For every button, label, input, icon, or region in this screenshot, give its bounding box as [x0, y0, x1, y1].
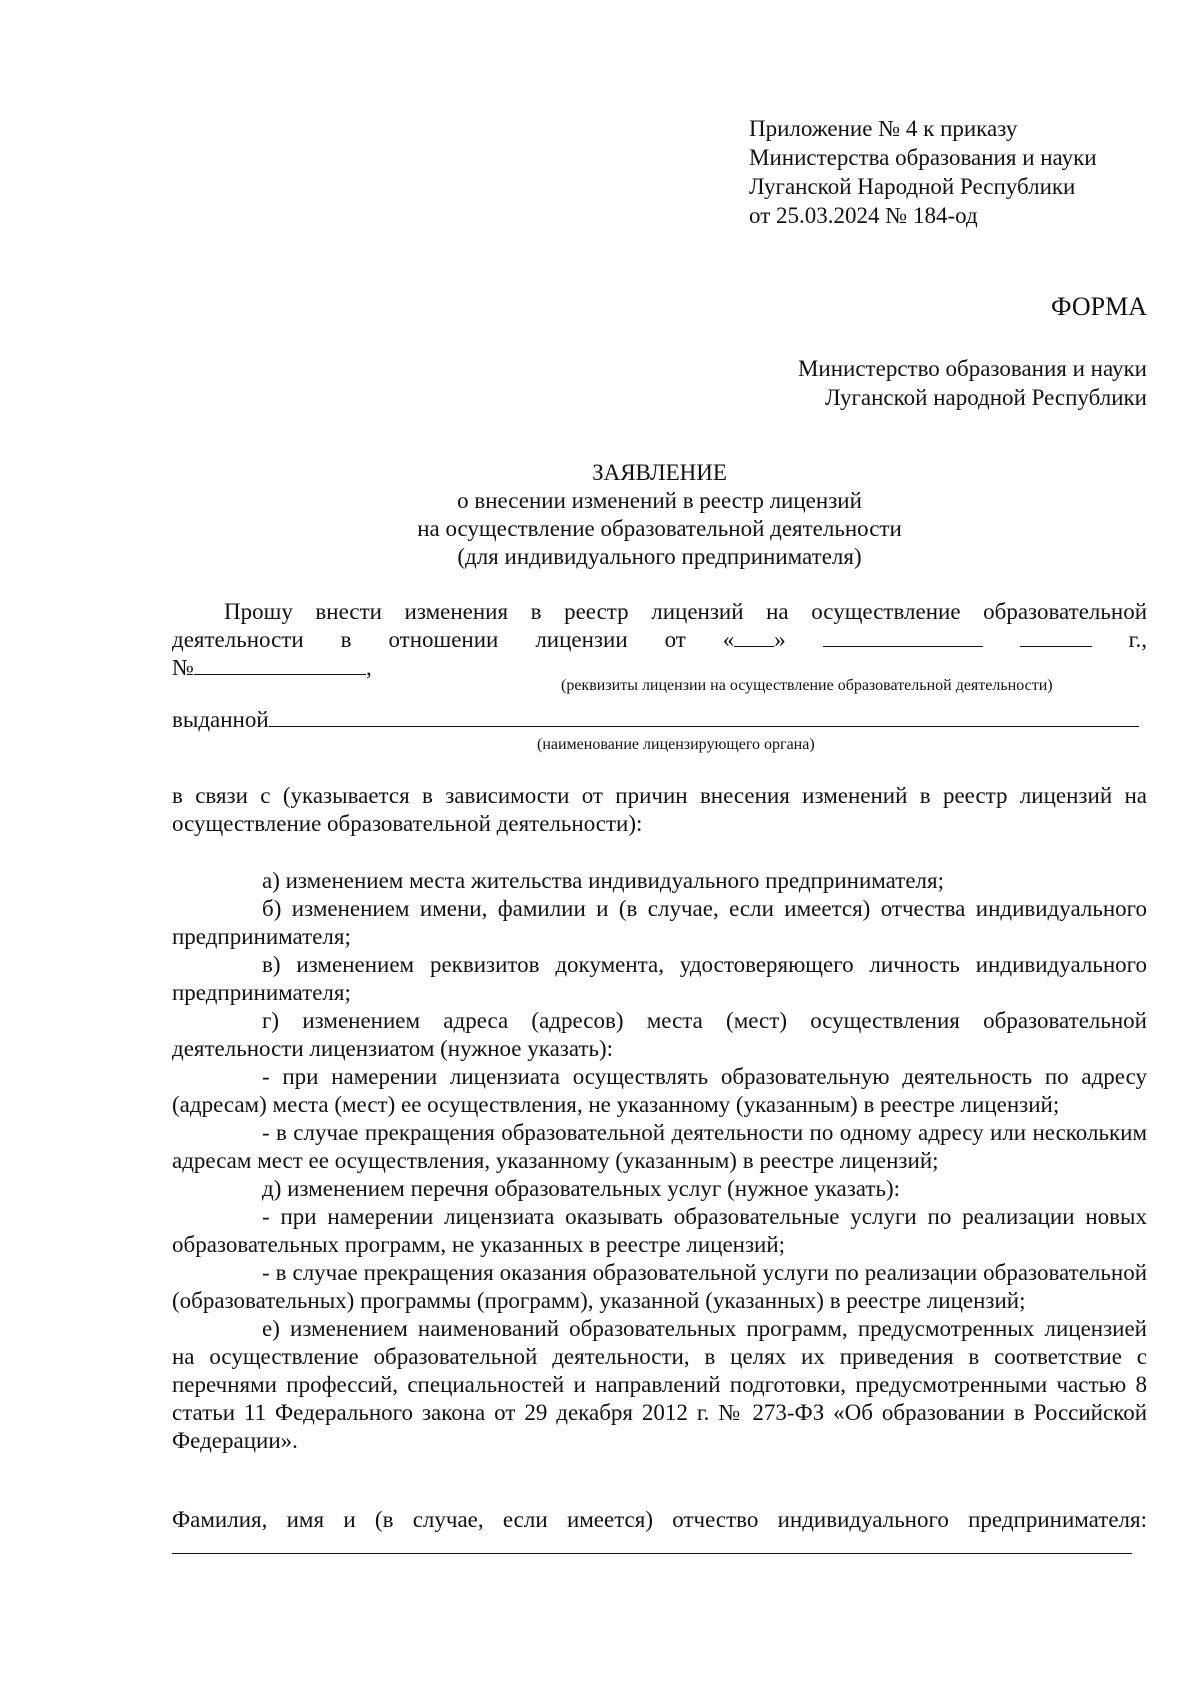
number-sign: № — [172, 655, 194, 680]
item-g-sub-1: - при намерении лицензиата осуществлять образовательную деятельность по адресу (адресам) места (мест) ее осуществления, не указанному (указанным) в реестре лицензий; — [172, 1064, 1147, 1117]
word-from: от — [664, 627, 686, 652]
year-suffix: г., — [1128, 627, 1147, 652]
item-e: е) изменением наименований образовательных программ, предусмотренных лицензией на осуществление образовательной деятельности, в целях их приведения в соответствие с перечнями профессий, специальностей и направлений подготовки, предусмотренными частью 8 статьи 11 Федерального закона от 29 декабря 2012 г. № 273-ФЗ «Об образовании в Российской Федерации». — [172, 1316, 1147, 1453]
item-b: б) изменением имени, фамилии и (в случае, если имеется) отчества индивидуального предпринимателя; — [172, 896, 1147, 949]
word-relation: отношении — [388, 627, 499, 652]
annex-block — [749, 114, 1097, 230]
annex-line-1: Приложение № 4 к приказу — [749, 116, 1018, 141]
caption-authority: (наименование лицензирующего органа) — [537, 736, 815, 753]
title-line-2: на осуществление образовательной деятельности — [417, 516, 902, 541]
addressee-line-1: Министерство образования и науки — [797, 356, 1147, 381]
item-g-sub-2: - в случае прекращения образовательной деятельности по одному адресу или нескольким адресам мест ее осуществления, указанному (указанным) в реестре лицензий; — [172, 1120, 1147, 1173]
quote-close: » — [774, 627, 786, 652]
title-line-1: о внесении изменений в реестр лицензий — [457, 488, 862, 513]
annex-line-3: Луганской Народной Республики — [749, 174, 1076, 199]
issuing-authority-blank[interactable] — [269, 706, 1139, 727]
request-line-1: Прошу внести изменения в реестр лицензий на осуществление образовательной — [224, 599, 1147, 624]
reasons-list — [172, 867, 1147, 1455]
date-day-field[interactable] — [723, 626, 786, 654]
issued-label: выданной — [172, 707, 269, 732]
document-title — [172, 459, 1147, 571]
item-d-sub-1: - при намерении лицензиата оказывать образовательные услуги по реализации новых образовательных программ, не указанных в реестре лицензий; — [172, 1204, 1147, 1257]
title-line-3: (для индивидуального предпринимателя) — [457, 544, 862, 569]
year-blank[interactable] — [1020, 626, 1092, 647]
item-d: д) изменением перечня образовательных услуг (нужное указать): — [262, 1176, 901, 1201]
title-heading: ЗАЯВЛЕНИЕ — [592, 460, 727, 485]
addressee-line-2: Луганской народной Республики — [824, 385, 1147, 410]
number-comma: , — [365, 655, 372, 680]
request-paragraph — [172, 598, 1147, 682]
month-blank[interactable] — [823, 626, 983, 647]
addressee-block — [798, 354, 1147, 412]
item-v: в) изменением реквизитов документа, удостоверяющего личность индивидуального предпринимателя; — [172, 952, 1147, 1005]
item-d-sub-2: - в случае прекращения оказания образовательной услуги по реализации образовательной (образовательных) программы (программ), указанной (указанных) в реестре лицензий; — [172, 1260, 1147, 1313]
word-in: в — [340, 627, 352, 652]
reason-intro: в связи с (указывается в зависимости от причин внесения изменений в реестр лицензий на осуществление образовательной деятельности): — [172, 783, 1147, 836]
word-license: лицензии — [535, 627, 628, 652]
day-blank[interactable] — [734, 626, 774, 647]
annex-line-2: Министерства образования и науки — [749, 145, 1097, 170]
item-g: г) изменением адреса (адресов) места (мест) осуществления образовательной деятельности лицензиатом (нужное указать): — [172, 1008, 1147, 1061]
item-a: а) изменением места жительства индивидуального предпринимателя; — [262, 868, 944, 893]
issued-line — [172, 706, 1147, 734]
word-activity: деятельности — [172, 627, 304, 652]
caption-requisites: (реквизиты лицензии на осуществление образовательной деятельности) — [561, 677, 1053, 694]
fio-input-line[interactable] — [172, 1553, 1132, 1554]
annex-line-4: от 25.03.2024 № 184-од — [749, 203, 978, 228]
license-number-blank[interactable] — [194, 654, 366, 675]
form-label: ФОРМА — [1051, 292, 1147, 321]
quote-open: « — [722, 627, 735, 652]
fio-label: Фамилия, имя и (в случае, если имеется) отчество индивидуального предпринимателя: — [172, 1507, 1147, 1532]
request-line-2 — [172, 626, 1147, 654]
